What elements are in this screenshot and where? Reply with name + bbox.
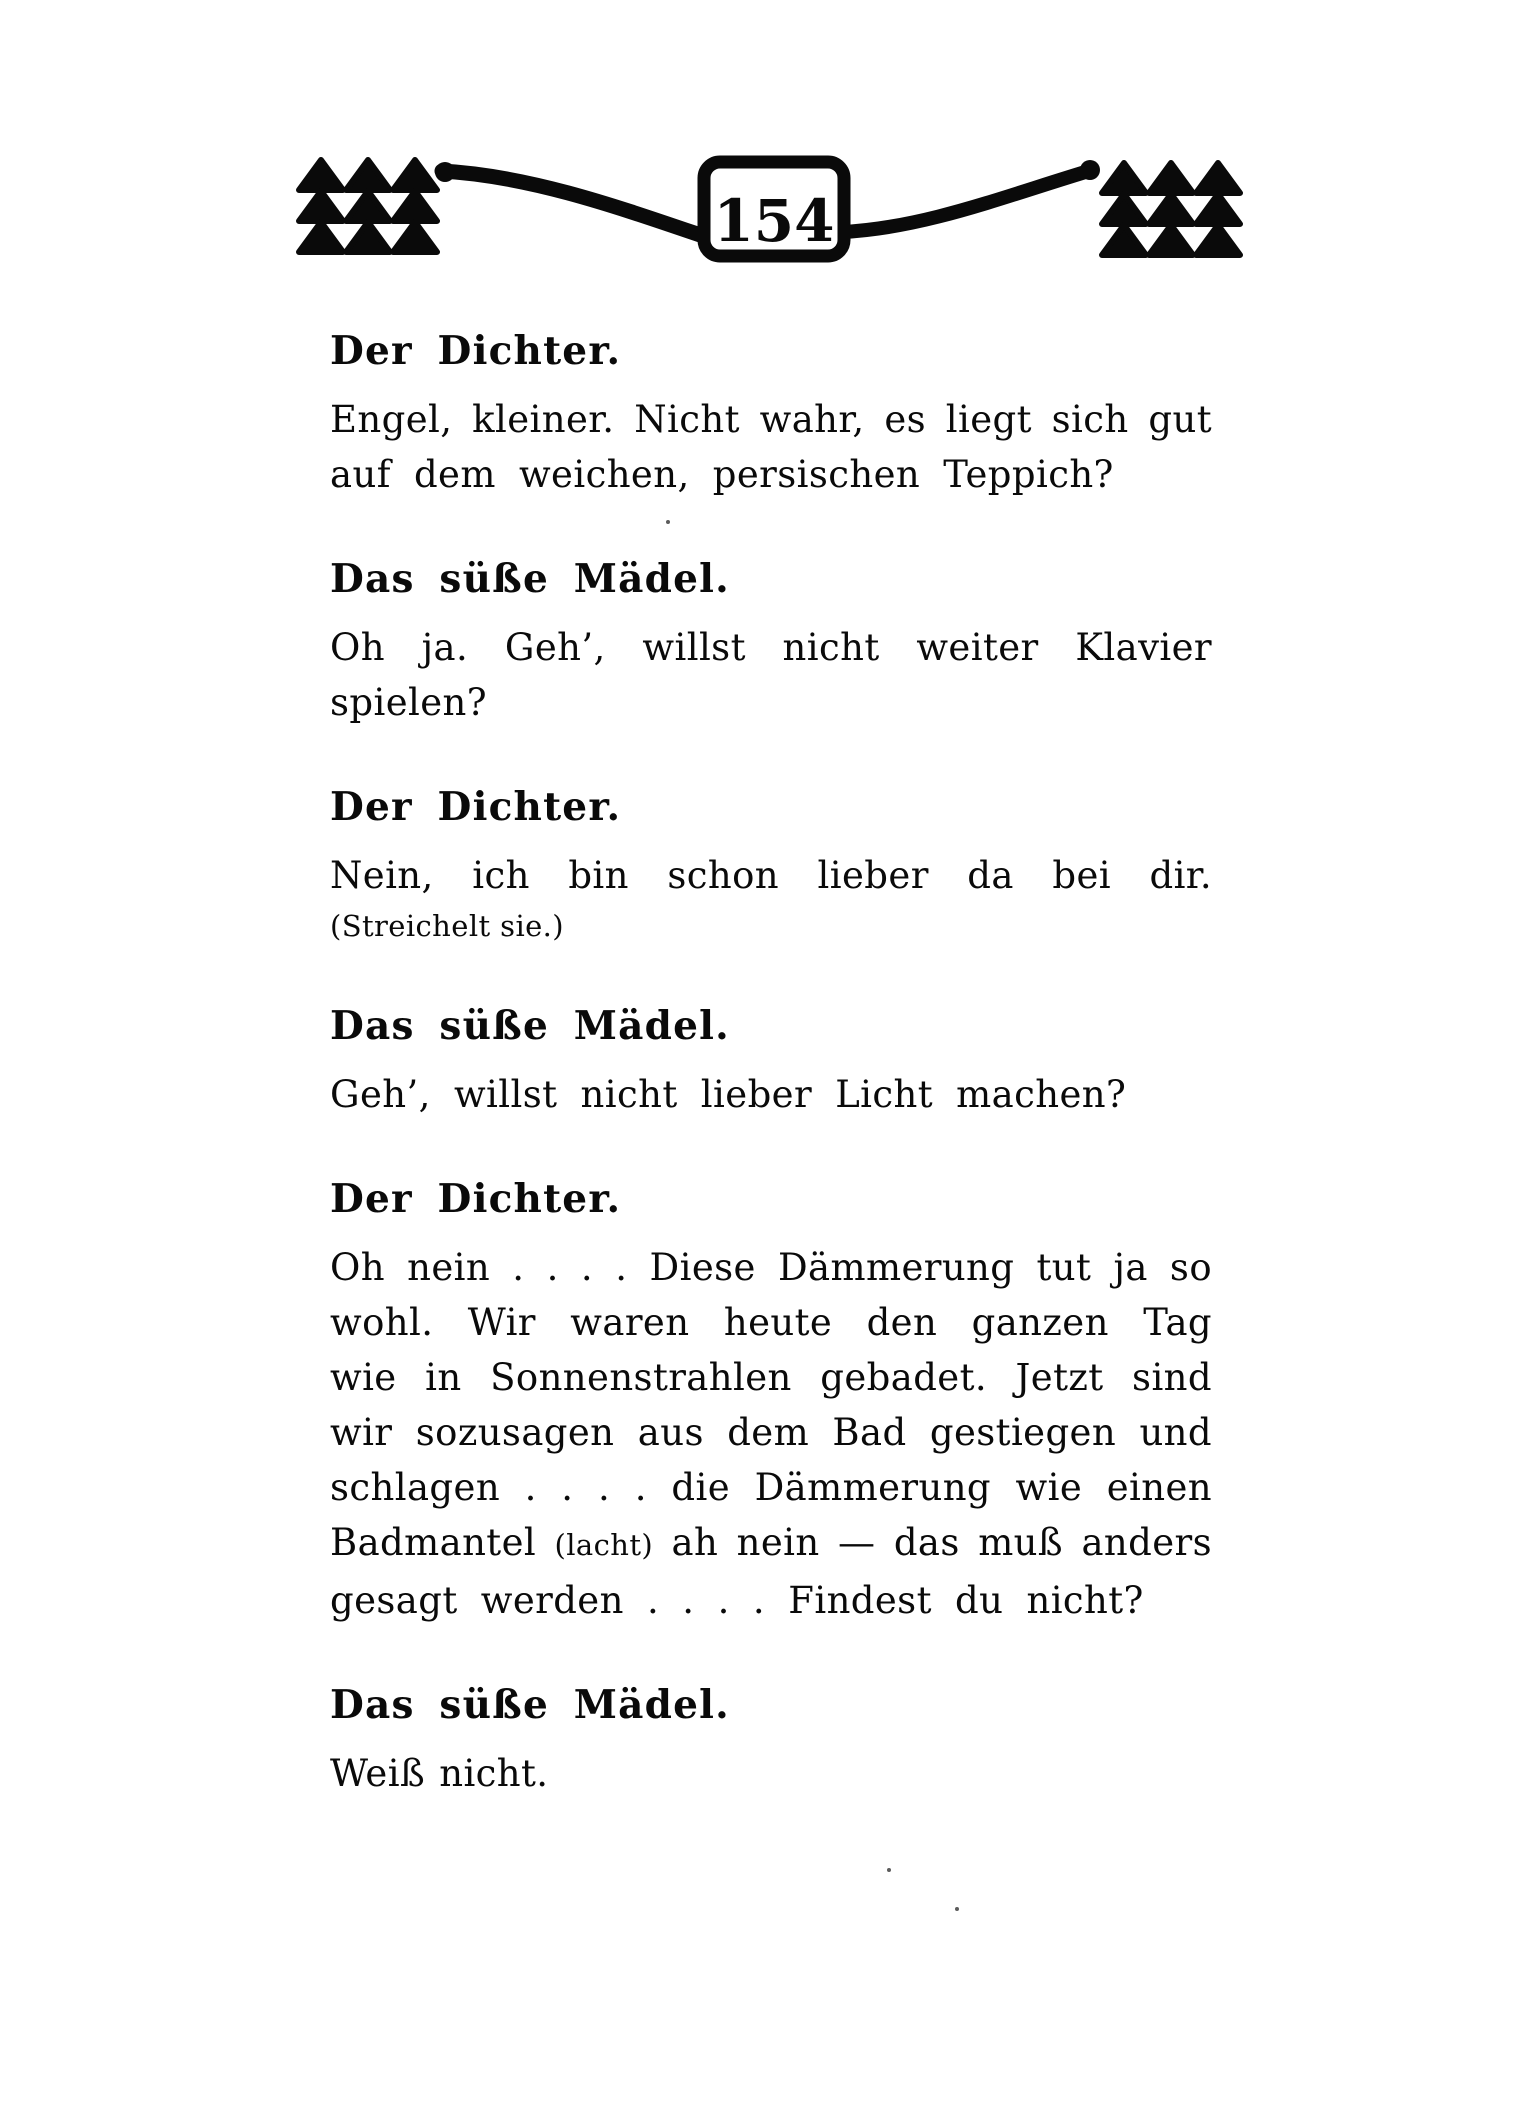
dialogue-line-with-stage — [330, 1515, 1212, 1573]
dialogue-line: Oh ja. Geh’, willst nicht weiter Klavier — [330, 626, 1212, 669]
dialogue-line: Weiß nicht. — [330, 1752, 549, 1795]
stage-direction-inline: (lacht) — [554, 1528, 654, 1562]
dialogue-segment: ah nein — das muß anders — [653, 1521, 1212, 1564]
scan-speck — [887, 1868, 891, 1872]
dialogue-block — [330, 326, 1212, 502]
dialogue-block — [330, 554, 1212, 730]
dialogue-line: wir sozusagen aus dem Bad gestiegen und — [330, 1411, 1212, 1454]
dialogue-block — [330, 782, 1212, 949]
dialogue-line: gesagt werden . . . . Findest du nicht? — [330, 1579, 1144, 1622]
speaker-heading: Das süße Mädel. — [330, 1003, 730, 1049]
text-column — [330, 30, 1212, 1853]
dialogue-line: Engel, kleiner. Nicht wahr, es liegt sich gut — [330, 398, 1212, 441]
speaker-heading: Das süße Mädel. — [330, 1682, 730, 1728]
dialogue-line: wie in Sonnenstrahlen gebadet. Jetzt sind — [330, 1356, 1212, 1399]
dialogue-block — [330, 1001, 1212, 1122]
scan-speck — [955, 1907, 959, 1911]
dialogue-line: Oh nein . . . . Diese Dämmerung tut ja so — [330, 1246, 1212, 1289]
dialogue-line: Nein, ich bin schon lieber da bei dir. — [330, 854, 1212, 897]
dialogue-block — [330, 1174, 1212, 1628]
dialogue-block — [330, 1680, 1212, 1801]
page-number: 154 — [713, 187, 835, 255]
dialogue-line: spielen? — [330, 681, 487, 724]
speaker-heading: Der Dichter. — [330, 328, 622, 374]
dialogue-segment: Badmantel — [330, 1521, 555, 1564]
speaker-heading: Der Dichter. — [330, 1176, 622, 1222]
dialogue-line: Geh’, willst nicht lieber Licht machen? — [330, 1073, 1127, 1116]
scan-speck — [666, 520, 670, 524]
dialogue-line: auf dem weichen, persischen Teppich? — [330, 453, 1114, 496]
speaker-heading: Das süße Mädel. — [330, 556, 730, 602]
stage-direction: (Streichelt sie.) — [330, 909, 565, 943]
dialogue-line: wohl. Wir waren heute den ganzen Tag — [330, 1301, 1212, 1344]
dialogue-line: schlagen . . . . die Dämmerung wie einen — [330, 1466, 1212, 1509]
speaker-heading: Der Dichter. — [330, 784, 622, 830]
